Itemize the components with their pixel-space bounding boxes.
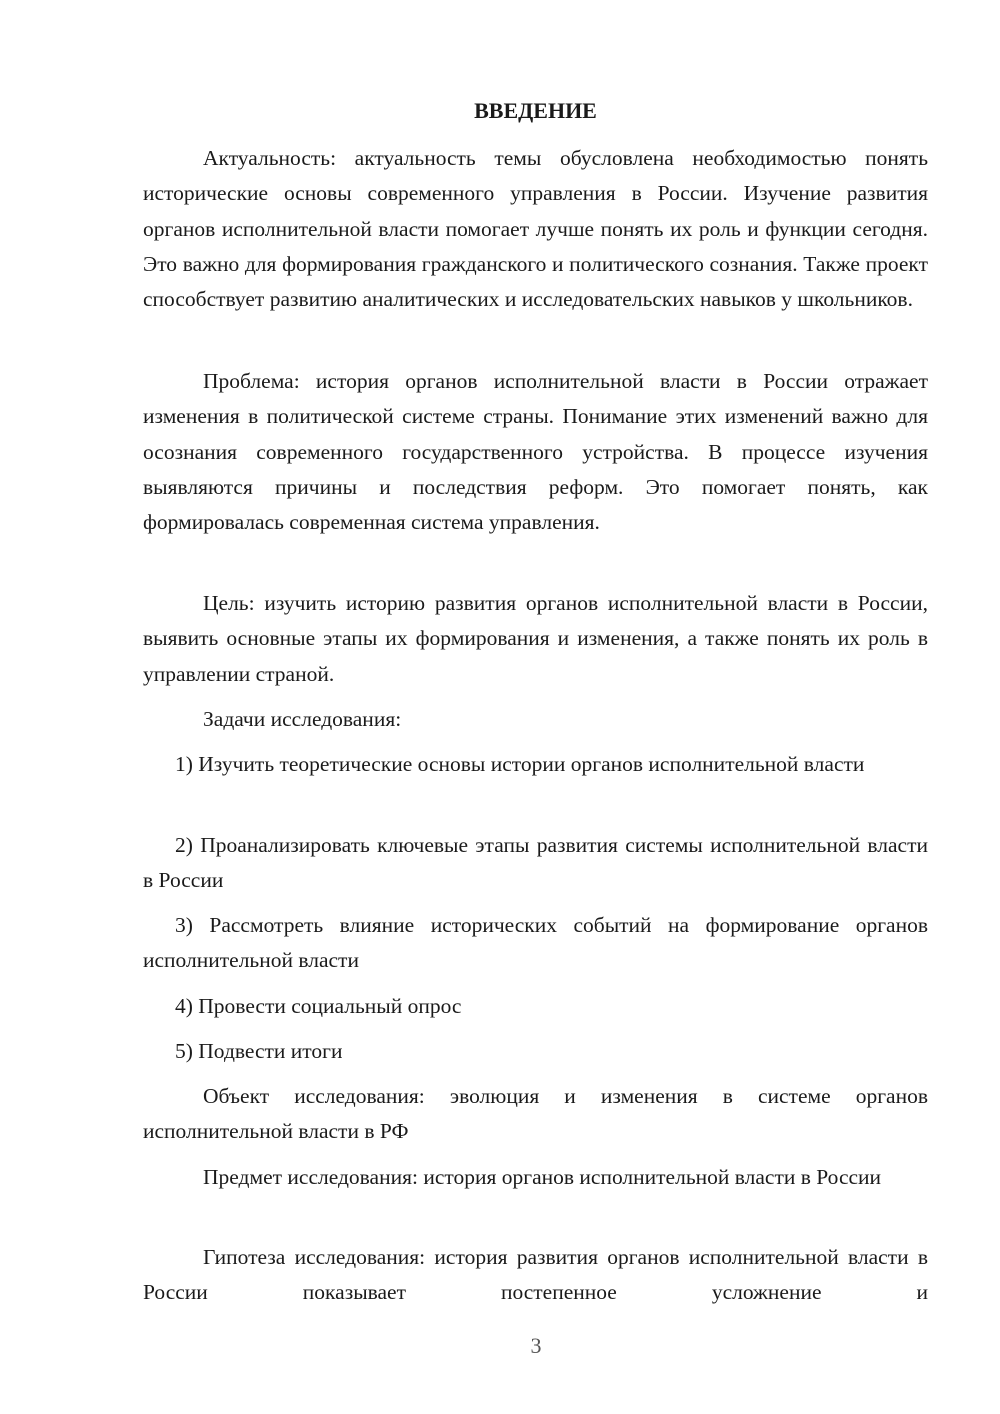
paragraph-tasks-heading: Задачи исследования: — [203, 707, 402, 731]
page-number: 3 — [530, 1333, 542, 1358]
task-item-1: 1) Изучить теоретические основы истории органов исполнительной власти — [175, 752, 865, 776]
paragraph-hypothesis: Гипотеза исследования: история развития органов исполнительной власти в России показывает постепенное усложнение и — [143, 1245, 928, 1305]
paragraph-subject: Предмет исследования: история органов исполнительной власти в России — [203, 1165, 882, 1189]
paragraph-goal: Цель: изучить историю развития органов исполнительной власти в России, выявить основные этапы их формирования и изменения, а также понять их роль в управлении страной. — [143, 591, 928, 686]
paragraph-problem: Проблема: история органов исполнительной власти в России отражает изменения в политической системе страны. Понимание этих изменений важно для осознания современного государственного устройства. В процессе изучения выявляются причины и последствия реформ. Это помогает понять, как формировалась современная система управления. — [143, 369, 928, 535]
page-title: ВВЕДЕНИЕ — [474, 98, 597, 123]
paragraph-relevance: Актуальность: актуальность темы обусловлена необходимостью понять исторические основы современного управления в России. Изучение развития органов исполнительной власти помогает лучше понять их роль и функции сегодня. Это важно для формирования гражданского и политического сознания. Также проект способствует развитию аналитических и исследовательских навыков у школьников. — [143, 146, 928, 312]
task-item-3: 3) Рассмотреть влияние исторических событий на формирование органов исполнительной власти — [143, 913, 928, 973]
task-item-2: 2) Проанализировать ключевые этапы развития системы исполнительной власти в России — [143, 833, 928, 893]
task-item-5: 5) Подвести итоги — [175, 1039, 343, 1063]
paragraph-object: Объект исследования: эволюция и изменения в системе органов исполнительной власти в РФ — [143, 1084, 928, 1144]
task-item-4: 4) Провести социальный опрос — [175, 994, 462, 1018]
